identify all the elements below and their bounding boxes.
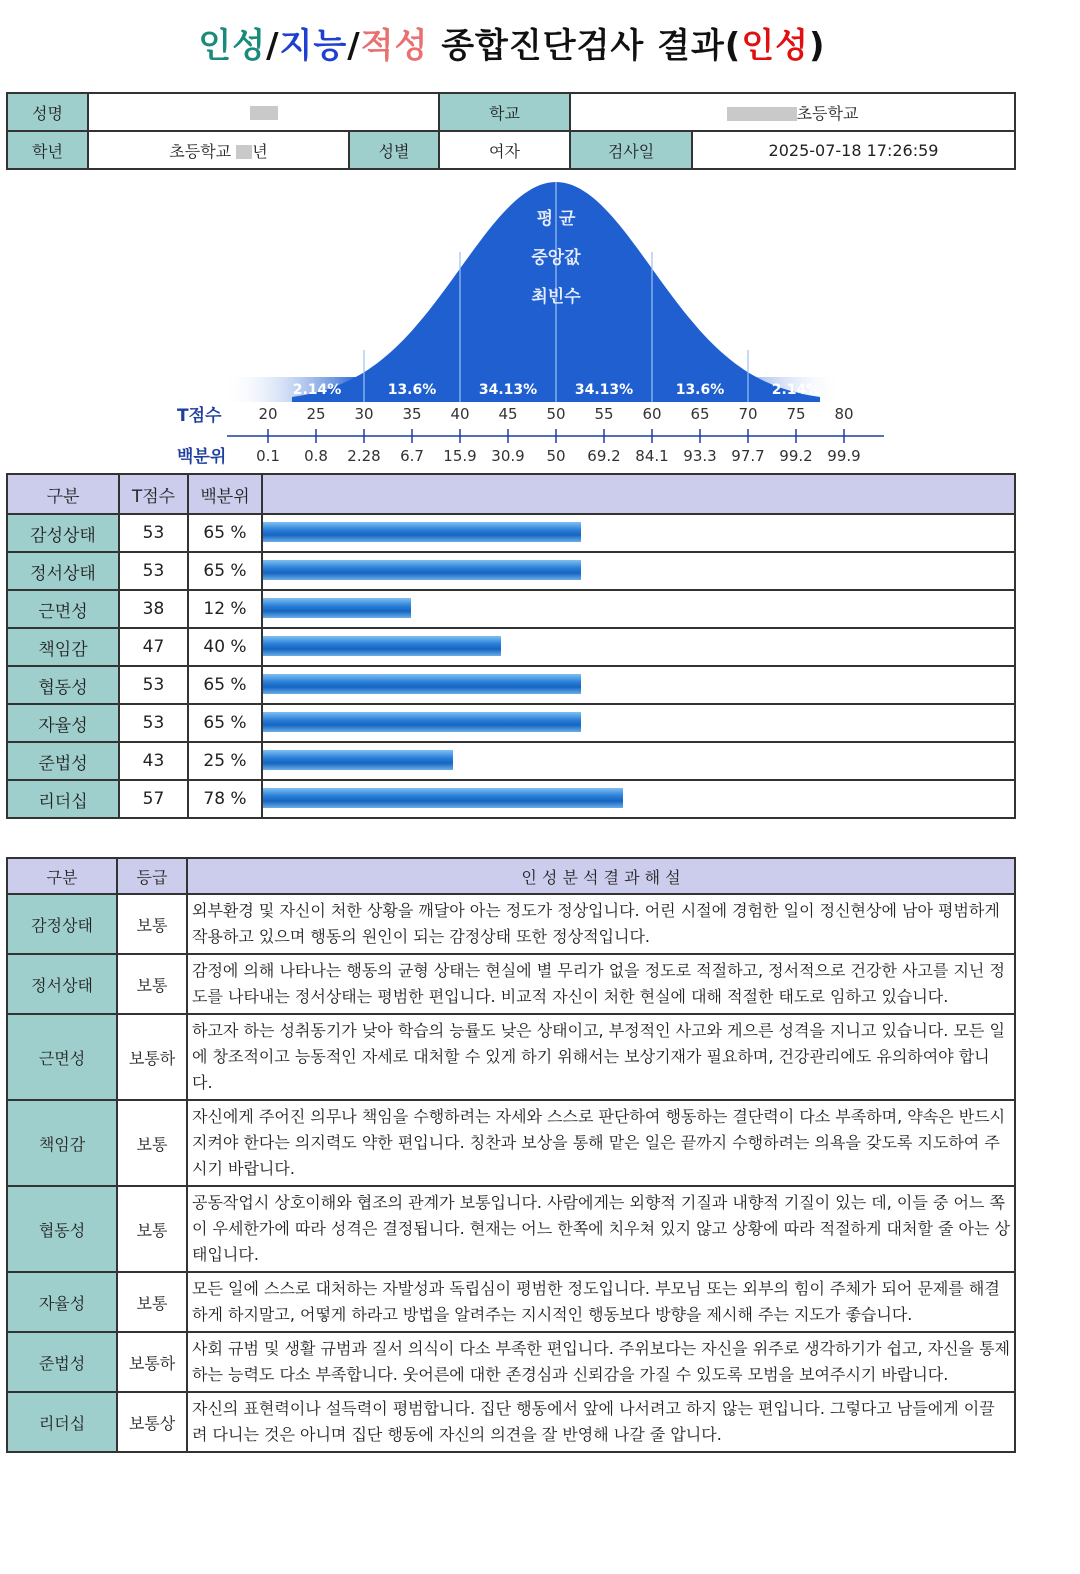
analysis-category: 자율성 [7,1272,117,1332]
score-bar-cell [262,780,1015,818]
score-category: 준법성 [7,742,119,780]
percentile-tick: 99.2 [779,447,813,465]
center-label-mode: 최빈수 [531,287,581,307]
score-bar [263,560,581,580]
school-label: 학교 [439,93,570,131]
t-score-value: 53 [119,666,188,704]
t-score-tick: 40 [450,405,470,423]
percent-label: 13.6% [387,382,437,398]
score-category: 근면성 [7,590,119,628]
normal-distribution-chart [172,172,892,472]
score-category: 리더십 [7,780,119,818]
analysis-commentary: 자신에게 주어진 의무나 책임을 수행하려는 자세와 스스로 판단하여 행동하는 결단력이 다소 부족하며, 약속은 반드시 지켜야 한다는 의지력도 약한 편입니다. 칭찬과 보상을 통해 맡은 일은 끝까지 수행하려는 의욕을 갖도록 지도하여 주시기 바랍니다. [187,1100,1015,1186]
percentile-value: 65 % [188,704,262,742]
col-header-grade: 등급 [117,858,187,894]
col-header-category: 구분 [7,858,117,894]
t-score-value: 53 [119,552,188,590]
percentile-axis-label: 백분위 [177,447,227,467]
score-bar [263,636,501,656]
score-bar [263,674,581,694]
percentile-tick: 93.3 [683,447,717,465]
analysis-category: 협동성 [7,1186,117,1272]
percentile-value: 78 % [188,780,262,818]
t-score-value: 47 [119,628,188,666]
analysis-grade: 보통 [117,1272,187,1332]
title-close: ) [809,26,826,66]
analysis-row [7,954,1015,1014]
school-suffix: 초등학교 [796,103,859,123]
score-table [6,473,1016,819]
t-score-tick: 70 [738,405,758,423]
percent-label: 2.14% [292,382,342,398]
t-score-value: 53 [119,514,188,552]
analysis-row [7,1014,1015,1100]
title-part-aptitude: 적성 [360,26,429,66]
score-bar-cell [262,742,1015,780]
redacted-grade [236,145,252,159]
title-part-intelligence: 지능 [279,26,348,66]
percentile-tick: 84.1 [635,447,669,465]
analysis-row [7,1332,1015,1392]
score-bar-cell [262,666,1015,704]
grade-label: 학년 [7,131,88,169]
percentile-tick: 99.9 [827,447,861,465]
analysis-grade: 보통하 [117,1014,187,1100]
percentile-value: 65 % [188,514,262,552]
t-score-axis-label: T점수 [177,406,222,426]
percentile-tick: 0.8 [304,447,328,465]
school-value [570,93,1015,131]
analysis-category: 감정상태 [7,894,117,954]
t-score-value: 38 [119,590,188,628]
score-bar-cell [262,704,1015,742]
analysis-commentary: 외부환경 및 자신이 처한 상황을 깨달아 아는 정도가 정상입니다. 어린 시절에 경험한 일이 정신현상에 남아 평범하게 작용하고 있으며 행동의 원인이 되는 감정상태 또한 정상적입니다. [187,894,1015,954]
percentile-value: 65 % [188,552,262,590]
title-sep: / [347,26,361,66]
gender-value: 여자 [439,131,570,169]
percent-label: 34.13% [574,382,634,398]
analysis-category: 근면성 [7,1014,117,1100]
score-row [7,628,1015,666]
analysis-grade: 보통 [117,954,187,1014]
score-row [7,742,1015,780]
t-score-tick: 60 [642,405,662,423]
percentile-tick: 2.28 [347,447,381,465]
percent-label: 13.6% [675,382,725,398]
t-score-tick: 35 [402,405,422,423]
col-header-graph [262,474,1015,514]
percentile-tick: 69.2 [587,447,621,465]
gender-label: 성별 [349,131,439,169]
score-bar-cell [262,590,1015,628]
date-value: 2025-07-18 17:26:59 [692,131,1015,169]
center-label-median: 중앙값 [531,248,581,268]
analysis-grade: 보통 [117,1186,187,1272]
score-bar-cell [262,514,1015,552]
score-bar-cell [262,628,1015,666]
col-header-category: 구분 [7,474,119,514]
t-score-tick: 50 [546,405,566,423]
analysis-category: 정서상태 [7,954,117,1014]
title-part-result: 인성 [741,26,810,66]
percentile-value: 12 % [188,590,262,628]
t-score-value: 43 [119,742,188,780]
analysis-category: 준법성 [7,1332,117,1392]
t-score-tick: 80 [834,405,854,423]
percentile-value: 25 % [188,742,262,780]
analysis-commentary: 자신의 표현력이나 설득력이 평범합니다. 집단 행동에서 앞에 나서려고 하지 않는 편입니다. 그렇다고 남들에게 이끌려 다니는 것은 아니며 집단 행동에 자신의 의견을 잘 반영해 나갈 줄 압니다. [187,1392,1015,1452]
analysis-commentary: 사회 규범 및 생활 규범과 질서 의식이 다소 부족한 편입니다. 주위보다는 자신을 위주로 생각하기가 쉽고, 자신을 통제하는 능력도 다소 부족합니다. 웃어른에 대한 존경심과 신뢰감을 가질 수 있도록 모범을 보여주시기 바랍니다. [187,1332,1015,1392]
t-score-tick: 45 [498,405,518,423]
score-row [7,514,1015,552]
analysis-row [7,1100,1015,1186]
score-row [7,552,1015,590]
grade-suffix: 년 [252,141,268,161]
name-value [88,93,439,131]
percentile-tick: 50 [546,447,566,465]
col-header-commentary: 인 성 분 석 결 과 해 설 [187,858,1015,894]
t-score-value: 53 [119,704,188,742]
analysis-row [7,1392,1015,1452]
percentile-tick: 0.1 [256,447,280,465]
t-score-tick: 65 [690,405,710,423]
percentile-value: 40 % [188,628,262,666]
analysis-row [7,894,1015,954]
analysis-category: 책임감 [7,1100,117,1186]
center-label-mean: 평 균 [536,209,576,229]
col-header-tscore: T점수 [119,474,188,514]
t-score-value: 57 [119,780,188,818]
score-category: 책임감 [7,628,119,666]
redacted-name [250,106,278,120]
percentile-tick: 15.9 [443,447,477,465]
percentile-tick: 30.9 [491,447,525,465]
score-bar-cell [262,552,1015,590]
t-score-tick: 30 [354,405,374,423]
analysis-commentary: 감정에 의해 나타나는 행동의 균형 상태는 현실에 별 무리가 없을 정도로 적절하고, 정서적으로 건강한 사고를 지닌 정도를 나타내는 정서상태는 평범한 편입니다. 비교적 자신이 처한 현실에 대해 적절한 태도로 임하고 있습니다. [187,954,1015,1014]
analysis-category: 리더십 [7,1392,117,1452]
analysis-commentary: 모든 일에 스스로 대처하는 자발성과 독립심이 평범한 정도입니다. 부모님 또는 외부의 힘이 주체가 되어 문제를 해결하게 하지말고, 어떻게 하라고 방법을 알려주는 지시적인 행동보다 방향을 제시해 주는 지도가 좋습니다. [187,1272,1015,1332]
analysis-grade: 보통 [117,894,187,954]
score-bar [263,522,581,542]
t-score-tick: 20 [258,405,278,423]
grade-prefix: 초등학교 [169,141,232,161]
student-info-table [6,92,1016,170]
name-label: 성명 [7,93,88,131]
score-category: 자율성 [7,704,119,742]
title-sep: / [266,26,280,66]
analysis-commentary: 하고자 하는 성취동기가 낮아 학습의 능률도 낮은 상태이고, 부정적인 사고와 게으른 성격을 지니고 있습니다. 모든 일에 창조적이고 능동적인 자세로 대처할 수 있게 하기 위해서는 보상기재가 필요하며, 건강관리에도 유의하여야 합니다. [187,1014,1015,1100]
t-score-tick: 25 [306,405,326,423]
percent-label: 2.14% [771,382,821,398]
score-category: 정서상태 [7,552,119,590]
analysis-commentary: 공동작업시 상호이해와 협조의 관계가 보통입니다. 사람에게는 외향적 기질과 내향적 기질이 있는 데, 이들 중 어느 쪽이 우세한가에 따라 성격은 결정됩니다. 현재는 어느 한쪽에 치우쳐 있지 않고 상황에 따라 적절하게 대처할 줄 아는 상태입니다. [187,1186,1015,1272]
score-bar [263,598,411,618]
score-row [7,666,1015,704]
percentile-tick: 6.7 [400,447,424,465]
percentile-tick: 97.7 [731,447,765,465]
title-part-personality: 인성 [198,26,267,66]
t-score-tick: 75 [786,405,806,423]
score-row [7,590,1015,628]
score-bar [263,788,623,808]
score-category: 감성상태 [7,514,119,552]
percentile-value: 65 % [188,666,262,704]
t-score-tick: 55 [594,405,614,423]
date-label: 검사일 [570,131,692,169]
analysis-grade: 보통상 [117,1392,187,1452]
analysis-row [7,1186,1015,1272]
percent-label: 34.13% [478,382,538,398]
title-main: 종합진단검사 결과( [428,26,742,66]
analysis-grade: 보통하 [117,1332,187,1392]
page-title [0,18,1024,67]
score-bar [263,750,453,770]
analysis-table [6,857,1016,1453]
score-category: 협동성 [7,666,119,704]
grade-value [88,131,349,169]
redacted-school [727,107,797,121]
score-row [7,780,1015,818]
analysis-row [7,1272,1015,1332]
score-bar [263,712,581,732]
col-header-percentile: 백분위 [188,474,262,514]
score-row [7,704,1015,742]
analysis-grade: 보통 [117,1100,187,1186]
